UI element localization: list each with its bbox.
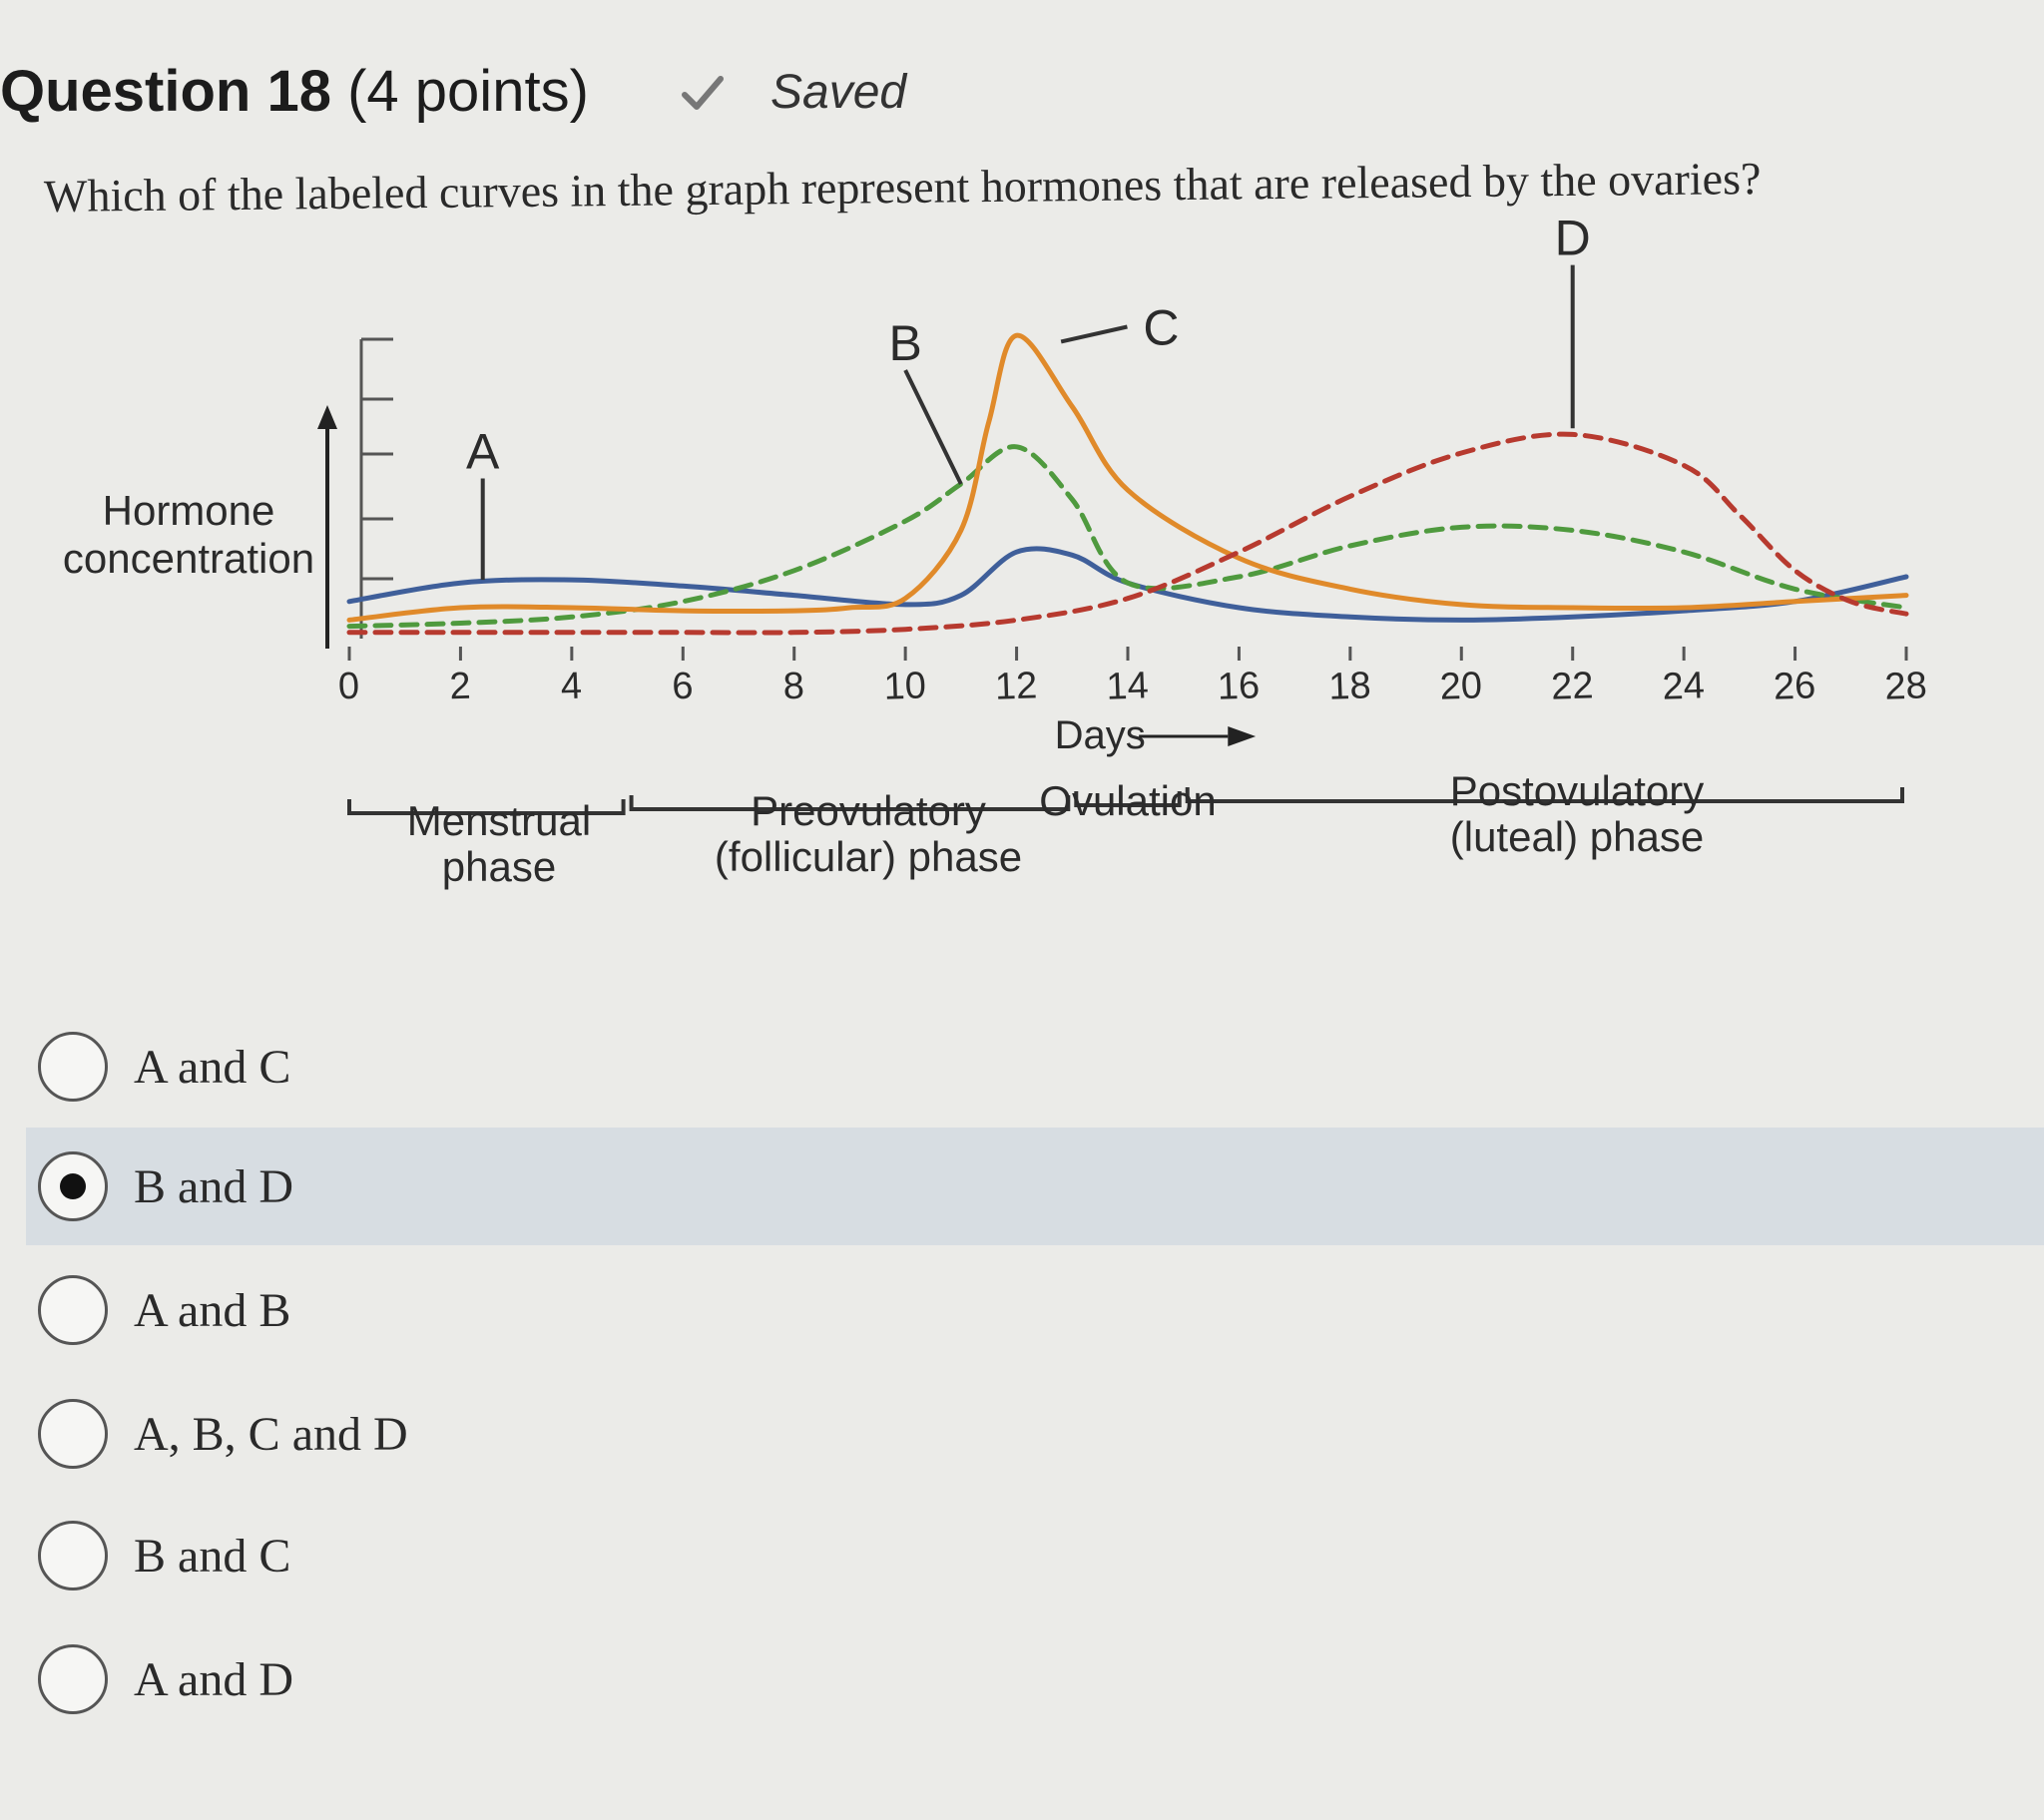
x-tick-label: 8 [781, 665, 805, 708]
option-label: B and D [134, 1159, 293, 1213]
hormone-chart [20, 210, 1956, 918]
question-number: Question 18 [0, 59, 331, 124]
x-axis-label: Days [1054, 713, 1146, 757]
x-tick-label: 4 [560, 665, 583, 708]
question-header [0, 52, 998, 132]
option-a-and-d[interactable] [26, 1620, 2044, 1738]
option-label: A and D [134, 1652, 293, 1706]
y-axis-arrow-icon [317, 405, 337, 429]
option-label: B and C [134, 1529, 291, 1583]
x-tick-label: 24 [1661, 665, 1706, 708]
x-tick-label: 14 [1105, 665, 1150, 708]
radio-dot-icon [60, 1173, 86, 1199]
curve-leader-line [905, 370, 961, 484]
phase-label-menstrual: Menstrual phase [406, 797, 592, 890]
x-tick-label: 18 [1327, 665, 1372, 708]
option-b-and-d[interactable] [26, 1128, 2044, 1245]
option-b-and-c[interactable] [26, 1497, 2044, 1614]
chart-y-label: Hormone concentration [62, 487, 315, 582]
x-tick-label: 6 [671, 665, 695, 708]
radio-button[interactable] [38, 1275, 108, 1345]
saved-label: Saved [770, 66, 907, 119]
curve-leader-line [1061, 327, 1127, 342]
radio-button-selected[interactable] [38, 1151, 108, 1221]
days-arrow-icon [1228, 726, 1256, 746]
x-tick-label: 28 [1883, 665, 1928, 708]
question-text: Which of the labeled curves in the graph represent hormones that are released by the ovaries? [43, 152, 1762, 222]
checkmark-icon [679, 69, 727, 117]
phase-label-preovulatory: Preovulatory (follicular) phase [714, 787, 1023, 880]
option-a-b-c-and-d[interactable] [26, 1375, 2044, 1493]
saved-status [679, 58, 906, 128]
x-tick-label: 10 [882, 665, 927, 708]
question-title [0, 52, 589, 132]
series-line-d [349, 434, 1906, 633]
x-tick-label: 0 [337, 665, 360, 708]
radio-button[interactable] [38, 1521, 108, 1591]
option-a-and-c[interactable] [26, 1008, 2044, 1126]
option-label: A and B [134, 1283, 291, 1337]
series-line-c [349, 335, 1906, 620]
option-a-and-b[interactable] [26, 1251, 2044, 1369]
curve-label-c: C [1143, 299, 1180, 356]
x-tick-label: 2 [448, 665, 472, 708]
x-tick-label: 22 [1550, 665, 1595, 708]
x-tick-label: 12 [994, 665, 1039, 708]
option-label: A, B, C and D [134, 1407, 408, 1461]
x-tick-label: 20 [1439, 665, 1483, 708]
curve-label-a: A [466, 423, 500, 480]
radio-button[interactable] [38, 1644, 108, 1714]
curve-label-d: D [1554, 210, 1591, 266]
radio-button[interactable] [38, 1032, 108, 1102]
option-label: A and C [134, 1040, 291, 1094]
curve-label-b: B [888, 315, 922, 371]
radio-button[interactable] [38, 1399, 108, 1469]
question-points: (4 points) [347, 59, 589, 124]
x-tick-label: 16 [1217, 665, 1261, 708]
x-tick-label: 26 [1773, 665, 1817, 708]
phase-label-postovulatory: Postovulatory (luteal) phase [1449, 767, 1705, 860]
phase-label-ovulation: Ovulation [1039, 777, 1217, 824]
